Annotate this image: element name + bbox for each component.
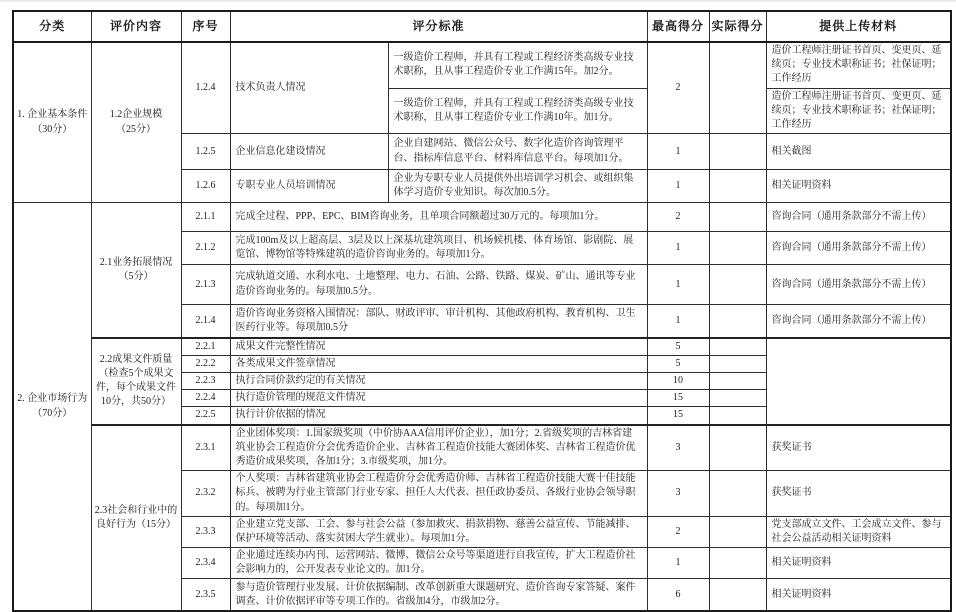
actual-score-cell bbox=[709, 232, 766, 265]
category-title: 2. 企业市场行为 bbox=[17, 393, 88, 405]
actual-score-cell bbox=[709, 203, 766, 232]
materials-cell: 咨询合同（通用条款部分不需上传） bbox=[766, 203, 951, 232]
actual-score-cell bbox=[709, 390, 766, 407]
materials-cell: 相关证明资料 bbox=[766, 579, 951, 611]
page-top-edge bbox=[0, 0, 956, 2]
criteria-text: 造价咨询业务资格入围情况：部队、财政评审、审计机构、其他政府机构、教育机构、卫生医药行业等。每项加0.5分 bbox=[230, 305, 647, 338]
materials-cell: 获奖证书 bbox=[766, 425, 951, 471]
materials-cell: 党支部成立文件、工会成立文件、参与社会公益活动相关证明资料 bbox=[766, 516, 951, 547]
table-row bbox=[13, 203, 951, 232]
actual-score-cell bbox=[709, 338, 766, 356]
criteria-text: 完成轨道交通、水利水电、土地整理、电力、石油、公路、铁路、煤炭、矿山、通讯等专业造价咨询业务的。每项加0.5分。 bbox=[230, 265, 647, 305]
max-score-cell: 15 bbox=[647, 407, 709, 425]
actual-score-cell bbox=[709, 373, 766, 390]
row-no: 2.3.3 bbox=[181, 516, 230, 547]
max-score-cell: 1 bbox=[647, 170, 709, 203]
row-no: 1.2.4 bbox=[181, 42, 230, 134]
materials-cell: 造价工程师注册证书首页、变更页、延续页；专业技术职称证书；社保证明；工作经历 bbox=[766, 42, 951, 88]
content-cell-good-conduct bbox=[91, 425, 181, 611]
criteria-text: 执行计价依据的情况 bbox=[230, 407, 647, 425]
max-score-cell: 2 bbox=[647, 516, 709, 547]
criteria-text: 企业通过连续办内刊、运营网站、微博、微信公众号等渠道进行自我宣传，扩大工程造价社会影响力的，公开发表专业论文的。加1分。 bbox=[230, 548, 647, 579]
materials-cell: 造价工程师注册证书首页、变更页、延续页；专业技术职称证书；社保证明；工作经历 bbox=[766, 88, 951, 134]
row-no: 1.2.5 bbox=[181, 134, 230, 170]
materials-cell: 相关截图 bbox=[766, 134, 951, 170]
max-score-cell: 5 bbox=[647, 355, 709, 372]
actual-score-cell bbox=[709, 265, 766, 305]
max-score-cell: 3 bbox=[647, 471, 709, 517]
max-score-cell: 1 bbox=[647, 305, 709, 338]
category-title: 1. 企业基本条件 bbox=[17, 109, 88, 121]
category-score: （30分） bbox=[32, 123, 73, 135]
criteria-name: 企业信息化建设情况 bbox=[230, 134, 388, 170]
row-no: 2.1.4 bbox=[181, 305, 230, 338]
header-category: 分类 bbox=[13, 11, 91, 42]
row-no: 2.3.1 bbox=[181, 425, 230, 471]
criteria-desc: 一级造价工程师，并具有工程或工程经济类高级专业技术职称，且从事工程造价专业工作满10年。加1分。 bbox=[388, 88, 647, 134]
max-score-cell: 6 bbox=[647, 579, 709, 611]
row-no: 2.2.5 bbox=[181, 407, 230, 425]
content-score: （25分） bbox=[116, 123, 156, 135]
row-no: 2.3.2 bbox=[181, 471, 230, 517]
header-content: 评价内容 bbox=[91, 11, 181, 42]
criteria-text: 企业建立党支部、工会、参与社会公益（参加救灾、捐款捐物、慈善公益宣传、节能减排、保护环境等活动、落实贫困大学生就业）。每项加1分。 bbox=[230, 516, 647, 547]
actual-score-cell bbox=[709, 548, 766, 579]
content-score: （5分） bbox=[118, 270, 154, 282]
actual-score-cell bbox=[709, 407, 766, 425]
content-title: 2.1业务拓展情况 bbox=[99, 256, 173, 268]
row-no: 2.2.4 bbox=[181, 390, 230, 407]
row-no: 2.2.3 bbox=[181, 373, 230, 390]
max-score-cell: 3 bbox=[647, 425, 709, 471]
max-score-cell: 1 bbox=[647, 265, 709, 305]
content-title: 1.2企业规模 bbox=[109, 109, 163, 121]
content-title: 2.2成果文件质量（检查5个成果文件，每个成果文件10分，共50分） bbox=[96, 353, 176, 408]
materials-cell-empty bbox=[766, 338, 951, 425]
actual-score-cell bbox=[709, 471, 766, 517]
criteria-desc: 企业自建网站、微信公众号、数字化造价咨询管理平台、指标库信息平台、材料库信息平台。每项加1分。 bbox=[388, 134, 647, 170]
max-score-cell: 10 bbox=[647, 373, 709, 390]
criteria-name: 专职专业人员培训情况 bbox=[230, 170, 388, 203]
criteria-text: 执行造价管理的规范文件情况 bbox=[230, 390, 647, 407]
max-score-cell: 2 bbox=[647, 203, 709, 232]
criteria-text: 完成全过程、PPP、EPC、BIM咨询业务，且单项合同额超过30万元的。每项加1分。 bbox=[230, 203, 647, 232]
row-no: 2.3.5 bbox=[181, 579, 230, 611]
actual-score-cell bbox=[709, 134, 766, 170]
content-title: 2.3社会和行业中的良好行为（15分） bbox=[94, 504, 178, 530]
criteria-text: 执行合同价款约定的有关情况 bbox=[230, 373, 647, 390]
max-score-cell: 1 bbox=[647, 548, 709, 579]
criteria-text: 个人奖项：吉林省建筑业协会工程造价分会优秀造价师、吉林省工程造价技能大赛十佳技能标兵、被聘为行业主管部门行业专家、担任人大代表、担任政协委员、各级行业协会领导职的。每项加1分。 bbox=[230, 471, 647, 517]
row-no: 2.3.4 bbox=[181, 548, 230, 579]
materials-cell: 咨询合同（通用条款部分不需上传） bbox=[766, 305, 951, 338]
criteria-desc: 一级造价工程师，并具有工程或工程经济类高级专业技术职称，且从事工程造价专业工作满15年。加2分。 bbox=[388, 42, 647, 88]
table-header-row bbox=[13, 11, 951, 42]
content-cell-enterprise-scale bbox=[91, 42, 181, 203]
row-no: 2.1.1 bbox=[181, 203, 230, 232]
actual-score-cell bbox=[709, 42, 766, 134]
row-no: 2.2.2 bbox=[181, 355, 230, 372]
max-score-cell: 5 bbox=[647, 338, 709, 356]
max-score-cell: 1 bbox=[647, 232, 709, 265]
actual-score-cell bbox=[709, 516, 766, 547]
criteria-text: 成果文件完整性情况 bbox=[230, 338, 647, 356]
max-score-cell: 1 bbox=[647, 134, 709, 170]
actual-score-cell bbox=[709, 355, 766, 372]
table-row bbox=[13, 425, 951, 471]
header-materials: 提供上传材料 bbox=[766, 11, 951, 42]
actual-score-cell bbox=[709, 425, 766, 471]
materials-cell: 获奖证书 bbox=[766, 471, 951, 517]
row-no: 2.1.2 bbox=[181, 232, 230, 265]
actual-score-cell bbox=[709, 579, 766, 611]
table-row bbox=[13, 42, 951, 88]
header-max-score: 最高得分 bbox=[647, 11, 709, 42]
criteria-text: 参与造价管理行业发展、计价依据编制、改革创新重大课题研究、造价咨询专家答疑、案件调查、计价依据评审等专项工作的。省级加4分，市级加2分。 bbox=[230, 579, 647, 611]
row-no: 1.2.6 bbox=[181, 170, 230, 203]
criteria-text: 企业团体奖项：1.国家级奖项（中价协AAA信用评价企业），加1分；2.省级奖项的吉林省建筑业协会工程造价分会优秀造价企业、吉林省工程造价技能大赛团体奖、吉林省工程造价优秀造价成果奖项，各加1分；3.市级奖项，加1分。 bbox=[230, 425, 647, 471]
actual-score-cell bbox=[709, 305, 766, 338]
actual-score-cell bbox=[709, 170, 766, 203]
max-score-cell: 15 bbox=[647, 390, 709, 407]
content-cell-deliverable-quality bbox=[91, 338, 181, 425]
table-row bbox=[13, 338, 951, 356]
materials-cell: 相关证明资料 bbox=[766, 548, 951, 579]
evaluation-score-table bbox=[12, 10, 952, 612]
category-cell-market-behavior bbox=[13, 203, 91, 611]
row-no: 2.1.3 bbox=[181, 265, 230, 305]
criteria-desc: 企业为专职专业人员提供外出培训学习机会、或组织集体学习造价专业知识。每次加0.5分。 bbox=[388, 170, 647, 203]
criteria-text: 完成100m及以上超高层、3层及以上深基坑建筑项目、机场候机楼、体育场馆、影剧院、展览馆、博物馆等特殊建筑的造价咨询业务的。每项加1分。 bbox=[230, 232, 647, 265]
criteria-text: 各类成果文件签章情况 bbox=[230, 355, 647, 372]
category-score: （70分） bbox=[32, 407, 73, 419]
content-cell-business-expansion bbox=[91, 203, 181, 338]
row-no: 2.2.1 bbox=[181, 338, 230, 356]
header-no: 序号 bbox=[181, 11, 230, 42]
max-score-cell: 2 bbox=[647, 42, 709, 134]
header-actual-score: 实际得分 bbox=[709, 11, 766, 42]
materials-cell: 相关证明资料 bbox=[766, 170, 951, 203]
criteria-name: 技术负责人情况 bbox=[230, 42, 388, 134]
materials-cell: 咨询合同（通用条款部分不需上传） bbox=[766, 232, 951, 265]
header-criteria: 评分标准 bbox=[230, 11, 647, 42]
materials-cell: 咨询合同（通用条款部分不需上传） bbox=[766, 265, 951, 305]
category-cell-basic-conditions bbox=[13, 42, 91, 203]
